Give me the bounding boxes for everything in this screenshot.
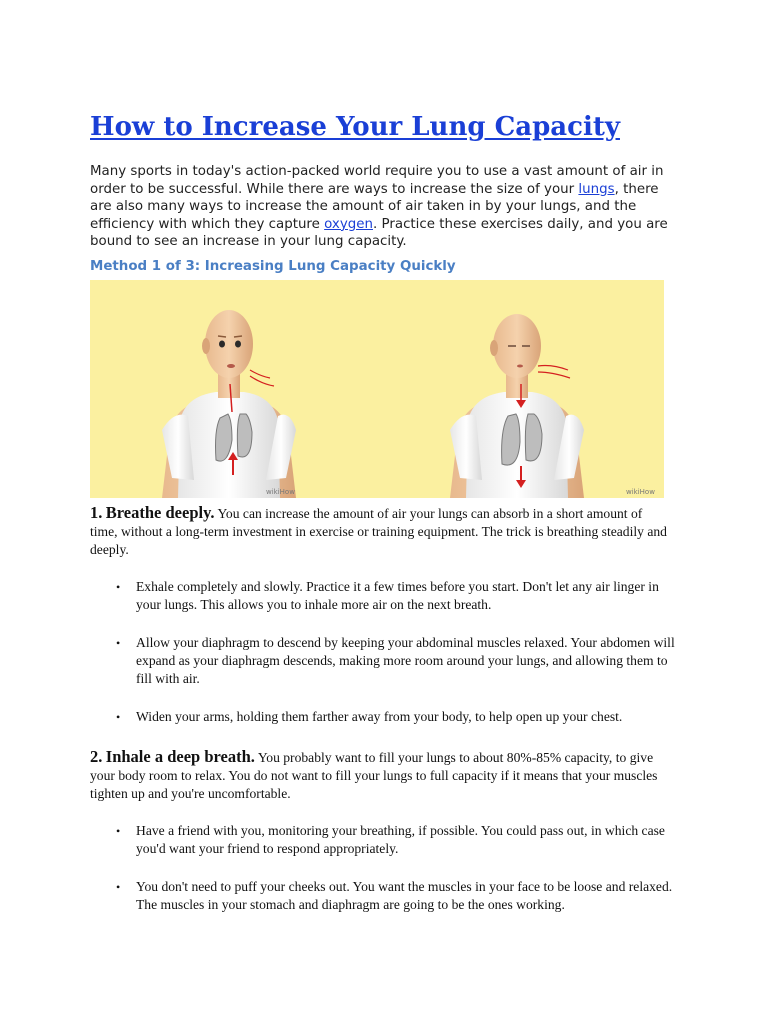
watermark-left: wikiHow — [266, 488, 295, 496]
step-2-title: Inhale a deep breath. — [105, 747, 255, 766]
step-2-bullet-2 — [116, 878, 676, 914]
step-2-text: You probably want to fill your lungs to about 80%-85% capacity, to give your body room to relax. You do not want to fill your lungs to full capacity if it means that your muscles tighten up and you're uncomfortable. — [90, 750, 658, 802]
method-heading: Method 1 of 3: Increasing Lung Capacity Quickly — [90, 259, 456, 274]
figure-inhale — [450, 314, 655, 498]
step-2-number: 2. — [90, 747, 103, 766]
intro-text-1: Many sports in today's action-packed world require you to use a vast amount of air in order to be successful. While there are ways to increase the size of your — [90, 164, 664, 197]
bullet-text: Exhale completely and slowly. Practice it a few times before you start. Don't let any air linger in your lungs. This allows you to inhale more air on the next breath. — [136, 579, 659, 613]
intro-text-3: . Practice these exercises daily, and you are bound to see an increase in your lung capacity. — [90, 216, 668, 250]
oxygen-link[interactable]: oxygen — [324, 216, 373, 232]
step-1-title: Breathe deeply. — [105, 503, 215, 522]
lungs-link[interactable]: lungs — [578, 181, 615, 197]
page-title[interactable]: How to Increase Your Lung Capacity — [90, 112, 620, 142]
watermark-right: wikiHow — [626, 488, 655, 496]
breathing-figures-image — [90, 280, 664, 498]
bullet-text: Widen your arms, holding them farther away from your body, to help open up your chest. — [136, 709, 623, 724]
step-1-bullet-1 — [116, 578, 676, 614]
bullet-dot-icon: • — [116, 824, 121, 838]
step-1-number: 1. — [90, 503, 103, 522]
bullet-dot-icon: • — [116, 880, 121, 894]
step-1-bullet-3 — [116, 708, 676, 726]
intro-text-2: , there are also many ways to increase the amount of air taken in by your lungs, and the efficiency with which they capture — [90, 181, 659, 232]
step-1-bullet-2 — [116, 634, 676, 689]
intro-paragraph — [90, 163, 670, 251]
figure-exhale — [162, 310, 296, 498]
bullet-dot-icon: • — [116, 710, 121, 724]
step-1 — [90, 504, 670, 560]
breathing-illustration — [90, 280, 664, 498]
bullet-text: You don't need to puff your cheeks out. You want the muscles in your face to be loose and relaxed. The muscles in your stomach and diaphragm are going to be the ones working. — [136, 879, 673, 913]
bullet-dot-icon: • — [116, 636, 121, 650]
bullet-text: Have a friend with you, monitoring your breathing, if possible. You could pass out, in which case you'd want your friend to respond appropriately. — [136, 823, 665, 857]
step-1-text: You can increase the amount of air your lungs can absorb in a short amount of time, without a long-term investment in exercise or training equipment. The trick is breathing steadily and deeply. — [90, 506, 667, 558]
step-2 — [90, 748, 680, 804]
step-2-bullet-1 — [116, 822, 676, 858]
bullet-text: Allow your diaphragm to descend by keeping your abdominal muscles relaxed. Your abdomen will expand as your diaphragm descends, making more room around your lungs, and allowing them to fill with air. — [136, 635, 675, 687]
bullet-dot-icon: • — [116, 580, 121, 594]
